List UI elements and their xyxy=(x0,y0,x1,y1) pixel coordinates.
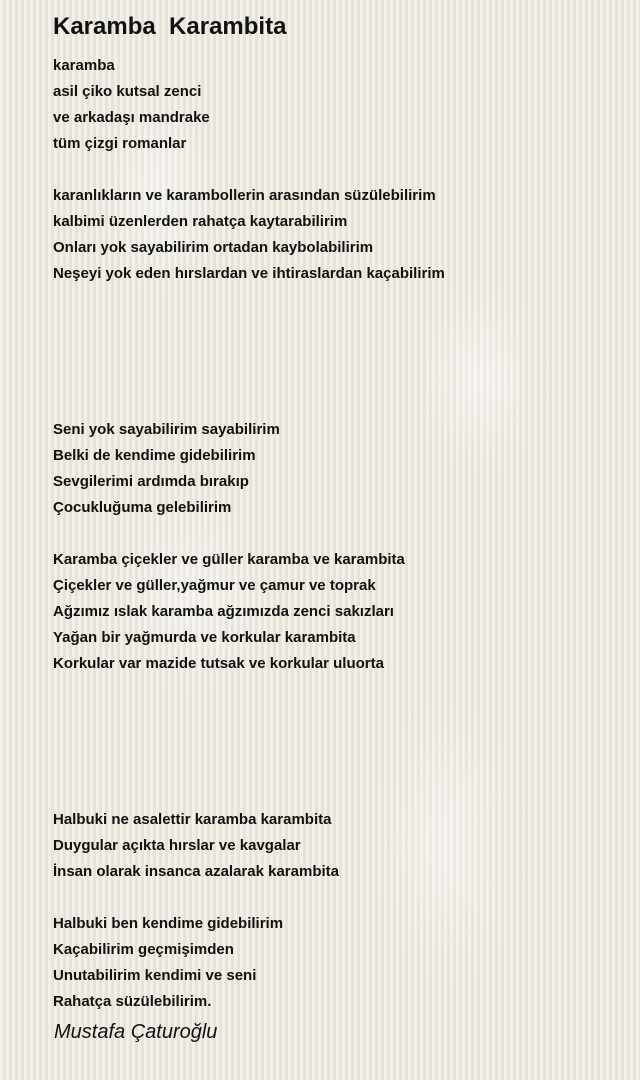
poem-line: Rahatça süzülebilirim. xyxy=(53,993,212,1010)
poem-line: İnsan olarak insanca azalarak karambita xyxy=(53,863,339,880)
poem-title: Karamba Karambita xyxy=(53,13,287,40)
poem-line: karamba xyxy=(53,57,115,74)
stanza-1 xyxy=(53,53,613,157)
poem-body xyxy=(53,53,613,1015)
poem-line: Korkular var mazide tutsak ve korkular uluorta xyxy=(53,655,384,672)
poem-line: Çocukluğuma gelebilirim xyxy=(53,499,232,516)
poem-line: Yağan bir yağmurda ve korkular karambita xyxy=(53,629,356,646)
poem-line: asil çiko kutsal zenci xyxy=(53,83,202,100)
poem-line: kalbimi üzenlerden rahatça kaytarabilirim xyxy=(53,213,348,230)
poem-line: Seni yok sayabilirim sayabilirim xyxy=(53,421,280,438)
poem-line: karanlıkların ve karambollerin arasından süzülebilirim xyxy=(53,187,436,204)
stanza-spacer xyxy=(53,521,613,547)
poem-line: Ağzımız ıslak karamba ağzımızda zenci sakızları xyxy=(53,603,394,620)
poem-line: Onları yok sayabilirim ortadan kaybolabilirim xyxy=(53,239,374,256)
poem-line: Kaçabilirim geçmişimden xyxy=(53,941,234,958)
poem-line: Neşeyi yok eden hırslardan ve ihtiraslardan kaçabilirim xyxy=(53,265,445,282)
section-spacer xyxy=(53,677,613,807)
author-name: Mustafa Çaturoğlu xyxy=(54,1021,218,1043)
stanza-3 xyxy=(53,417,613,521)
poem-line: tüm çizgi romanlar xyxy=(53,135,187,152)
poem-line: Çiçekler ve güller,yağmur ve çamur ve toprak xyxy=(53,577,376,594)
poem-line: Halbuki ne asalettir karamba karambita xyxy=(53,811,332,828)
poem-line: Karamba çiçekler ve güller karamba ve karambita xyxy=(53,551,405,568)
stanza-4 xyxy=(53,547,613,677)
stanza-2 xyxy=(53,183,613,287)
stanza-5 xyxy=(53,807,613,885)
poem-line: ve arkadaşı mandrake xyxy=(53,109,210,126)
stanza-6 xyxy=(53,911,613,1015)
poem-line: Belki de kendime gidebilirim xyxy=(53,447,256,464)
poem-line: Halbuki ben kendime gidebilirim xyxy=(53,915,284,932)
stanza-spacer xyxy=(53,885,613,911)
stanza-spacer xyxy=(53,157,613,183)
poem-line: Unutabilirim kendimi ve seni xyxy=(53,967,257,984)
poem-line: Sevgilerimi ardımda bırakıp xyxy=(53,473,249,490)
section-spacer xyxy=(53,287,613,417)
poem-line: Duygular açıkta hırslar ve kavgalar xyxy=(53,837,301,854)
